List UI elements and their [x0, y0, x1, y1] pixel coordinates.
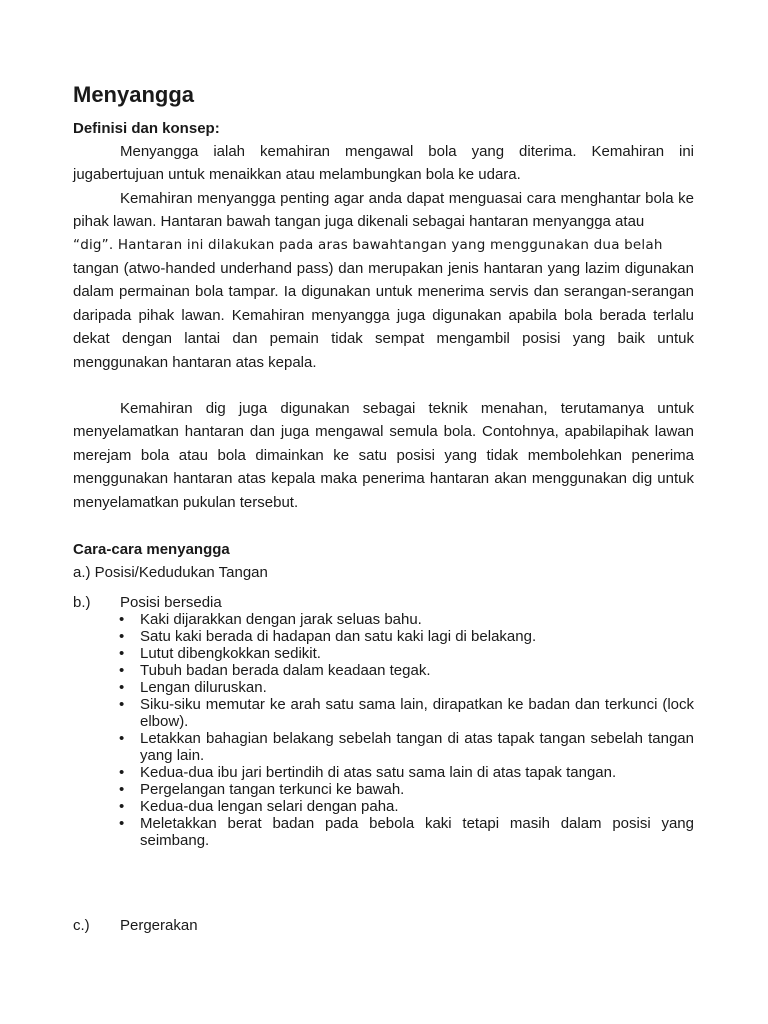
item-b — [73, 594, 694, 611]
item-c-text: Pergerakan — [120, 917, 198, 935]
list-item: • Kedua-dua lengan selari dengan paha. — [73, 798, 694, 815]
list-item: • Satu kaki berada di hadapan dan satu kaki lagi di belakang. — [73, 628, 694, 645]
item-b-label: b.) — [73, 594, 91, 612]
ways-heading: Cara-cara menyangga — [73, 541, 230, 559]
paragraph-2-dig-line: “dig”. Hantaran ini dilakukan pada aras bawahtangan yang menggunakan dua belah — [73, 236, 663, 253]
list-item: • Meletakkan berat badan pada bebola kaki tetapi masih dalam posisi yang seimbang. — [73, 815, 694, 849]
bullet-icon: • — [119, 611, 125, 629]
paragraph-2-end: tangan (atwo-handed underhand pass) dan merupakan jenis hantaran yang lazim digunakan dalam permainan bola tampar. Ia digunakan untuk menerima servis dan serangan-serangan daripada pihak lawan. Kemahiran menyangga juga digunakan apabila bola berada terlalu dekat dengan lantai dan pemain tidak sempat mengambil posisi yang baik untuk menggunakan hantaran atas kepala. — [73, 260, 694, 371]
bullet-icon: • — [119, 696, 125, 714]
bullet-icon: • — [119, 730, 125, 748]
paragraph-1: Menyangga ialah kemahiran mengawal bola yang diterima. Kemahiran ini jugabertujuan untuk menaikkan atau melambungkan bola ke udara. — [73, 143, 694, 184]
list-item: • Lengan diluruskan. — [73, 679, 694, 696]
bullet-icon: • — [119, 781, 125, 799]
list-item: • Kedua-dua ibu jari bertindih di atas satu sama lain di atas tapak tangan. — [73, 764, 694, 781]
paragraph-2-start: Kemahiran menyangga penting agar anda dapat menguasai cara menghantar bola ke pihak lawan. Hantaran bawah tangan juga dikenali sebagai hantaran menyangga atau — [73, 189, 694, 231]
item-c-label: c.) — [73, 917, 90, 935]
list-item: • Kaki dijarakkan dengan jarak seluas bahu. — [73, 611, 694, 628]
ready-position-list — [73, 611, 694, 849]
bullet-icon: • — [119, 645, 125, 663]
item-a: a.) Posisi/Kedudukan Tangan — [73, 564, 268, 582]
list-item: • Siku-siku memutar ke arah satu sama lain, dirapatkan ke badan dan terkunci (lock elbow). — [73, 696, 694, 730]
bullet-icon: • — [119, 815, 125, 833]
bullet-icon: • — [119, 798, 125, 816]
list-item: • Lutut dibengkokkan sedikit. — [73, 645, 694, 662]
bullet-icon: • — [119, 764, 125, 782]
list-item: • Tubuh badan berada dalam keadaan tegak. — [73, 662, 694, 679]
page-title: Menyangga — [73, 82, 195, 107]
bullet-icon: • — [119, 662, 125, 680]
bullet-icon: • — [119, 679, 125, 697]
spacer — [73, 374, 694, 397]
document-page — [73, 80, 694, 934]
item-b-text: Posisi bersedia — [120, 594, 222, 612]
list-item: • Pergelangan tangan terkunci ke bawah. — [73, 781, 694, 798]
bullet-icon: • — [119, 628, 125, 646]
paragraph-3: Kemahiran dig juga digunakan sebagai teknik menahan, terutamanya untuk menyelamatkan hantaran dan juga mengawal semula bola. Contohnya, apabilapihak lawan merejam bola atau bola dimainkan ke satu posisi yang tidak membolehkan penerima menggunakan hantaran atas kepala maka penerima hantaran akan menggunakan dig untuk menyelamatkan pukulan tersebut. — [73, 400, 694, 511]
definition-heading: Definisi dan konsep: — [73, 120, 220, 137]
item-c — [73, 917, 694, 934]
list-item: • Letakkan bahagian belakang sebelah tangan di atas tapak tangan sebelah tangan yang lain. — [73, 730, 694, 764]
